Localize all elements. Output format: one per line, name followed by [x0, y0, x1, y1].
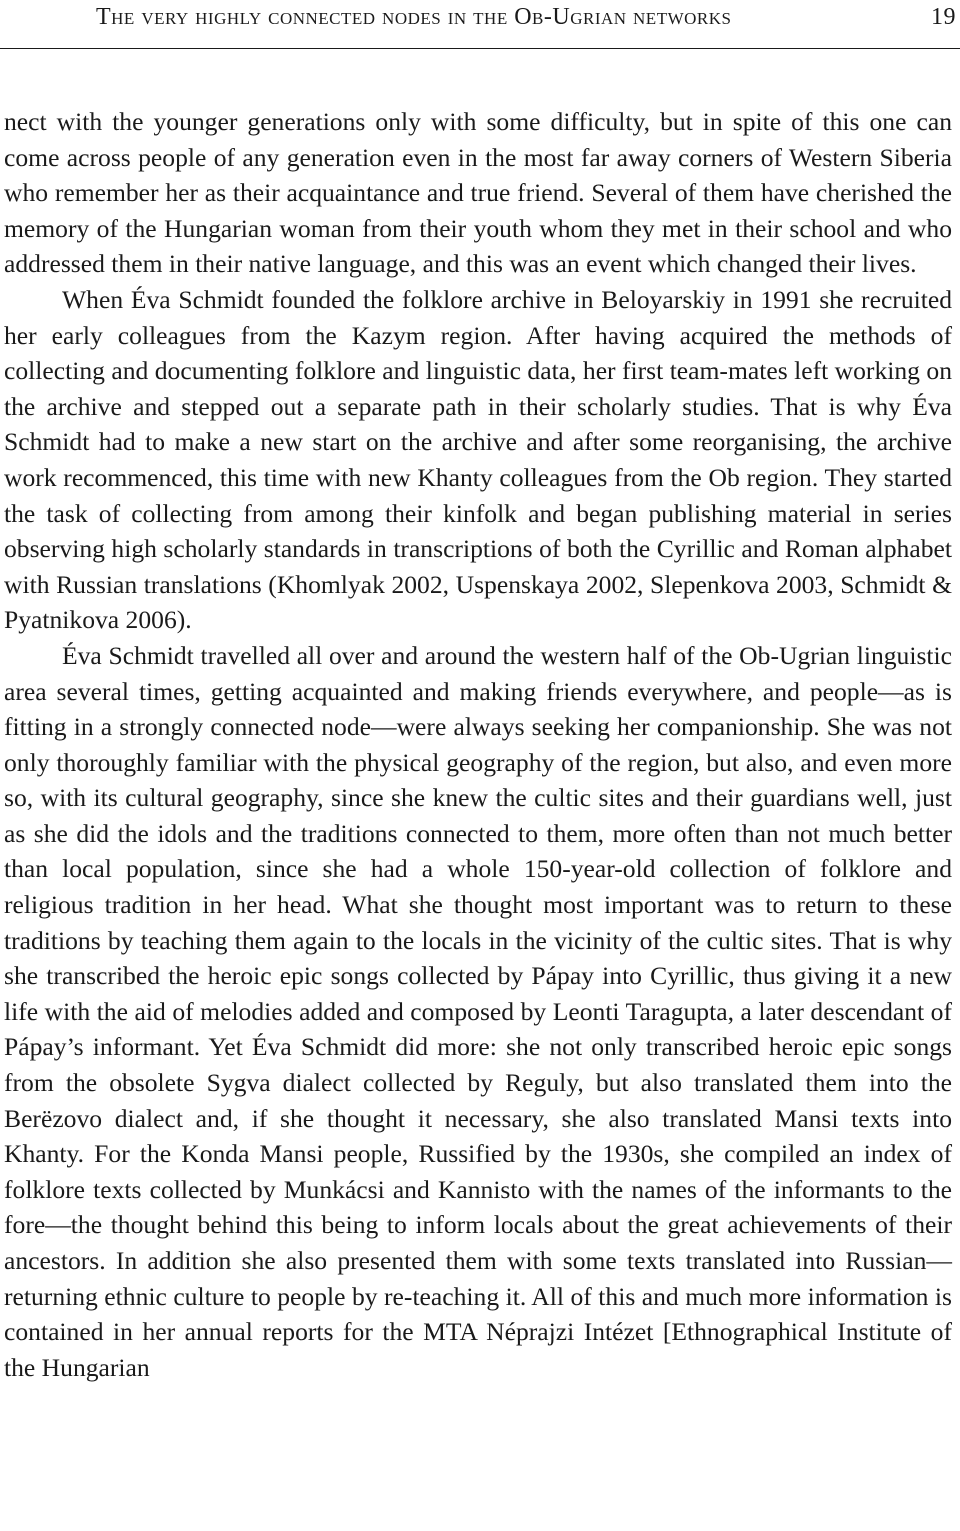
running-header: [4, 2, 956, 32]
header-rule: [0, 48, 960, 49]
page-number: 19: [931, 4, 956, 30]
paragraph-travels: Éva Schmidt travelled all over and around the western half of the Ob-Ugrian linguistic area several times, getting acquainted and making friends everywhere, and people—as is fitting in a strongly connected node—were always seeking her companionship. She was not only thoroughly familiar with the physical geography of the region, but also, and even more so, with its cultural geography, since she knew the cultic sites and their guardians well, just as she did the idols and the traditions connected to them, more often than not much better than local population, since she had a whole 150-year-old collection of folklore and religious tradition in her head. What she thought most important was to return to these traditions by teaching them again to the locals in the vicinity of the cultic sites. That is why she transcribed the heroic epic songs collected by Pápay into Cyrillic, thus giving it a new life with the aid of melodies added and composed by Leonti Taragupta, a later descendant of Pápay’s informant. Yet Éva Schmidt did more: she not only transcribed heroic epic songs from the obsolete Sygva dialect collected by Reguly, but also translated them into the Berëzovo dialect and, if she thought it necessary, she also translated Mansi texts into Khanty. For the Konda Mansi people, Russified by the 1930s, she compiled an index of folklore texts collected by Munkácsi and Kannisto with the names of the informants to the fore—the thought behind this being to inform locals about the great achievements of their ancestors. In addition she also presented them with some texts translated into Russian—returning ethnic culture to people by re-teaching it. All of this and much more information is contained in her annual reports for the MTA Néprajzi Intézet [Ethnographical Institute of the Hungarian: [4, 640, 952, 1382]
running-title: The very highly connected nodes in the Ob-Ugrian networks: [96, 4, 732, 30]
body-text: [4, 104, 952, 1385]
paragraph-continued: nect with the younger generations only with some difficulty, but in spite of this one can come across people of any generation even in the most far away corners of Western Siberia who remember her as their acquaintance and true friend. Several of them have cherished the memory of the Hungarian woman from their youth whom they met in their school and who addressed them in their native language, and this was an event which changed their lives.: [4, 107, 952, 279]
paragraph-archive-founding: When Éva Schmidt founded the folklore archive in Beloyarskiy in 1991 she recruited her early colleagues from the Kazym region. After having acquired the methods of collecting and documenting folklore and linguistic data, her first team-mates left working on the archive and stepped out a separate path in their scholarly studies. That is why Éva Schmidt had to make a new start on the archive and after some reorganising, the archive work recommenced, this time with new Khanty colleagues from the Ob region. They started the task of collecting from among their kinfolk and began publishing material in series observing high scholarly standards in transcriptions of both the Cyrillic and Roman alphabet with Russian translations (Khomlyak 2002, Uspenskaya 2002, Slepenkova 2003, Schmidt & Pyatnikova 2006).: [4, 284, 952, 635]
